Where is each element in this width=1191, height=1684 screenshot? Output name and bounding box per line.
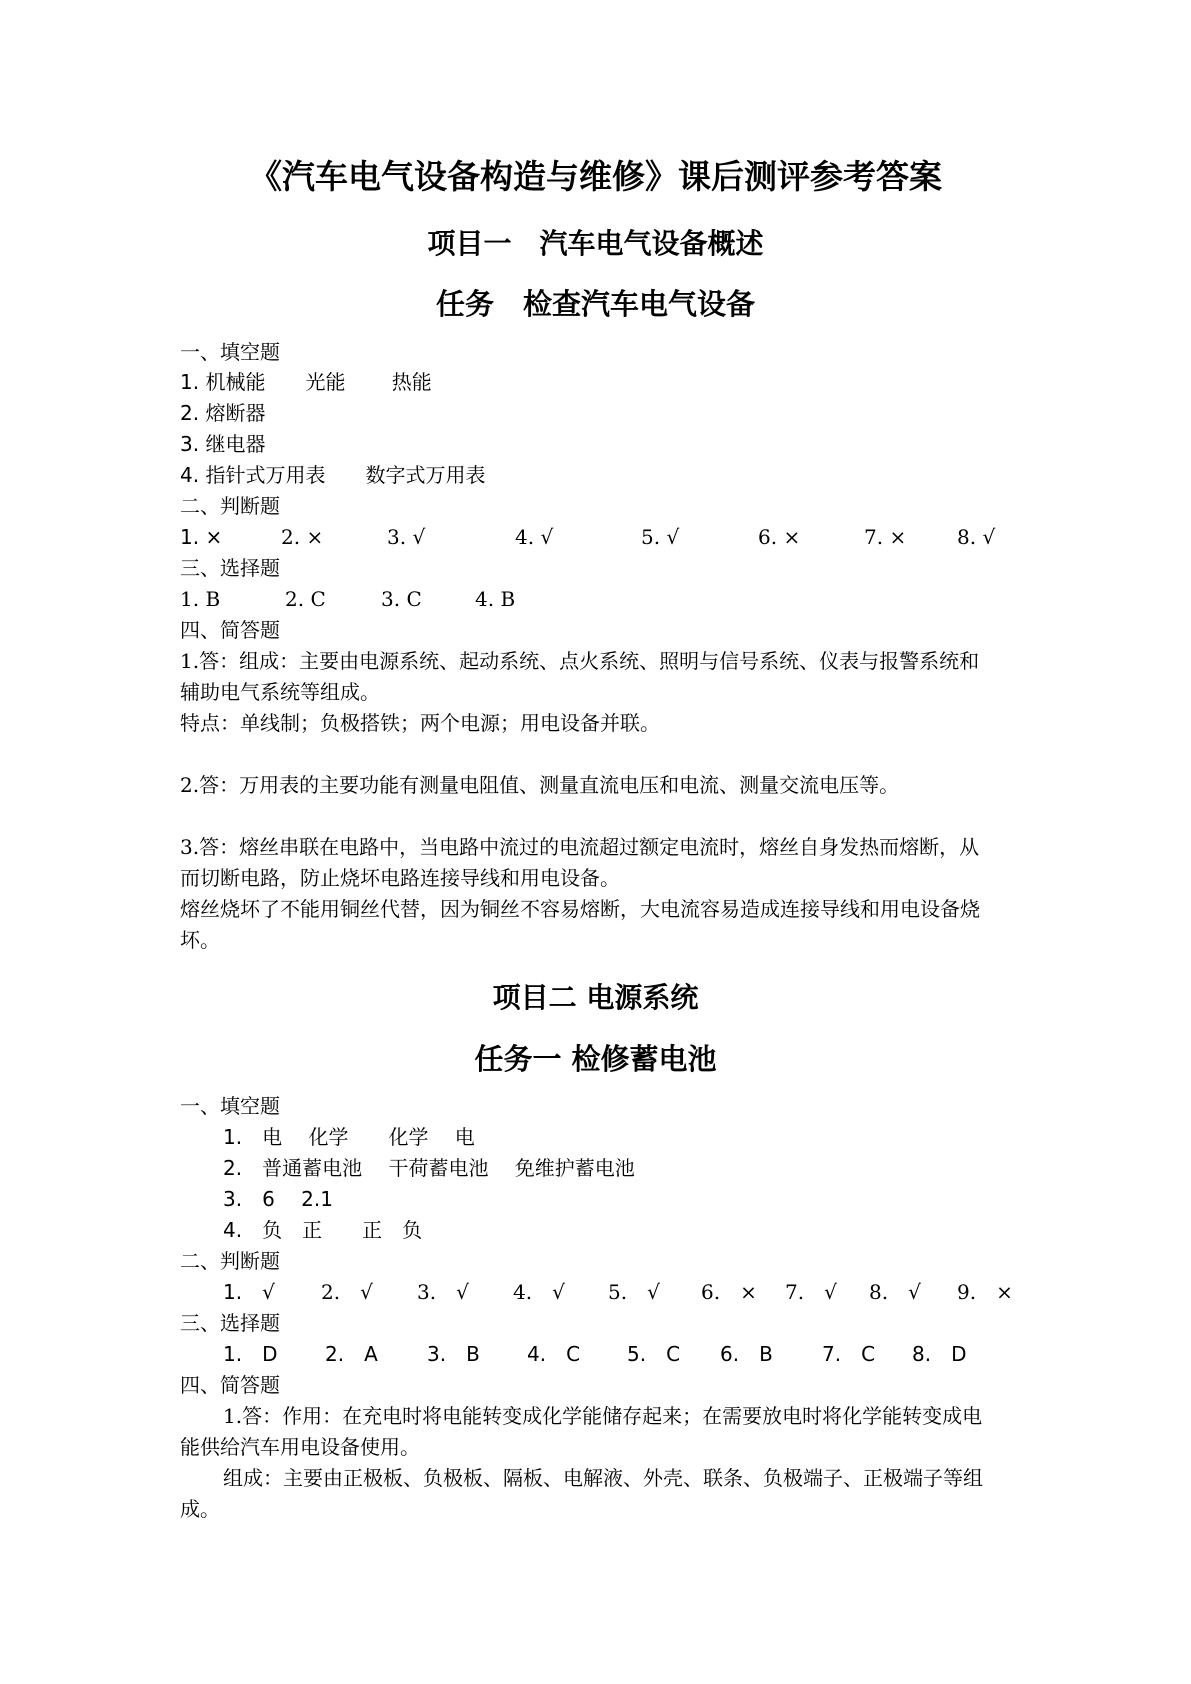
p1-short-answer-line: 3.答：熔丝串联在电路中，当电路中流过的电流超过额定电流时，熔丝自身发热而熔断，从 bbox=[180, 835, 980, 859]
judge-answer: 6. × bbox=[758, 525, 801, 549]
choice-answer: 4. C bbox=[527, 1342, 581, 1366]
choice-answer: 2. C bbox=[285, 587, 326, 611]
choice-answer: 8. D bbox=[912, 1342, 967, 1366]
p1-short-answer-line: 2.答：万用表的主要功能有测量电阻值、测量直流电压和电流、测量交流电压等。 bbox=[180, 773, 900, 797]
judge-answer: 7. × bbox=[864, 525, 907, 549]
judge-answer: 1. √ bbox=[223, 1280, 275, 1304]
p1-fill-item: 3. 继电器 bbox=[180, 432, 266, 456]
judge-answer: 6. × bbox=[701, 1280, 757, 1304]
judge-answer: 3. √ bbox=[417, 1280, 469, 1304]
project2-task-heading: 任务一 检修蓄电池 bbox=[474, 1042, 717, 1076]
p1-short-answer-line: 熔丝烧坏了不能用铜丝代替，因为铜丝不容易熔断，大电流容易造成连接导线和用电设备烧 bbox=[180, 897, 980, 921]
project1-task-heading: 任务 检查汽车电气设备 bbox=[435, 287, 755, 321]
p2-choice-heading: 三、选择题 bbox=[180, 1311, 280, 1335]
p1-judge-row bbox=[0, 522, 1191, 552]
p2-short-answer-line: 组成：主要由正极板、负极板、隔板、电解液、外壳、联条、负极端子、正极端子等组 bbox=[223, 1466, 983, 1490]
choice-answer: 4. B bbox=[475, 587, 516, 611]
p1-fill-item: 4. 指针式万用表 数字式万用表 bbox=[180, 463, 486, 487]
p2-fill-item: 2. 普通蓄电池 干荷蓄电池 免维护蓄电池 bbox=[223, 1156, 635, 1180]
p1-choice-row bbox=[0, 584, 1191, 614]
judge-answer: 8. √ bbox=[869, 1280, 921, 1304]
p2-short-answer-line: 成。 bbox=[180, 1497, 220, 1521]
p2-short-heading: 四、简答题 bbox=[180, 1373, 280, 1397]
p2-short-answer-line: 1.答：作用：在充电时将电能转变成化学能储存起来；在需要放电时将化学能转变成电 bbox=[223, 1404, 983, 1428]
p2-judge-row bbox=[0, 1277, 1191, 1307]
p1-short-answer-line: 1.答：组成：主要由电源系统、起动系统、点火系统、照明与信号系统、仪表与报警系统和 bbox=[180, 649, 980, 673]
p1-judge-heading: 二、判断题 bbox=[180, 494, 280, 518]
choice-answer: 3. B bbox=[427, 1342, 480, 1366]
p2-judge-heading: 二、判断题 bbox=[180, 1249, 280, 1273]
p2-fill-item: 1. 电 化学 化学 电 bbox=[223, 1125, 475, 1149]
choice-answer: 1. B bbox=[180, 587, 221, 611]
choice-answer: 7. C bbox=[822, 1342, 876, 1366]
p1-short-answer-line: 而切断电路，防止烧坏电路连接导线和用电设备。 bbox=[180, 866, 620, 890]
p1-choice-heading: 三、选择题 bbox=[180, 556, 280, 580]
p1-fill-item: 1. 机械能 光能 热能 bbox=[180, 370, 432, 394]
p1-fill-heading: 一、填空题 bbox=[180, 340, 280, 364]
p1-short-answer-line: 坏。 bbox=[180, 928, 220, 952]
choice-answer: 6. B bbox=[720, 1342, 773, 1366]
p2-fill-heading: 一、填空题 bbox=[180, 1094, 280, 1118]
p2-fill-item: 4. 负 正 正 负 bbox=[223, 1218, 423, 1242]
project2-heading: 项目二 电源系统 bbox=[492, 981, 699, 1014]
p1-short-heading: 四、简答题 bbox=[180, 618, 280, 642]
judge-answer: 8. √ bbox=[957, 525, 996, 549]
judge-answer: 5. √ bbox=[608, 1280, 660, 1304]
project1-heading: 项目一 汽车电气设备概述 bbox=[427, 227, 764, 260]
choice-answer: 1. D bbox=[223, 1342, 278, 1366]
judge-answer: 5. √ bbox=[641, 525, 680, 549]
p1-fill-item: 2. 熔断器 bbox=[180, 401, 266, 425]
judge-answer: 4. √ bbox=[515, 525, 554, 549]
choice-answer: 3. C bbox=[381, 587, 422, 611]
p2-short-answer-line: 能供给汽车用电设备使用。 bbox=[180, 1435, 420, 1459]
p2-fill-item: 3. 6 2.1 bbox=[223, 1187, 333, 1211]
p1-short-answer-line: 特点：单线制；负极搭铁；两个电源；用电设备并联。 bbox=[180, 711, 660, 735]
judge-answer: 9. × bbox=[957, 1280, 1013, 1304]
judge-answer: 1. × bbox=[180, 525, 223, 549]
judge-answer: 2. √ bbox=[321, 1280, 373, 1304]
judge-answer: 4. √ bbox=[513, 1280, 565, 1304]
p2-choice-row bbox=[0, 1339, 1191, 1369]
p1-short-answer-line: 辅助电气系统等组成。 bbox=[180, 680, 380, 704]
choice-answer: 2. A bbox=[325, 1342, 378, 1366]
document-title: 《汽车电气设备构造与维修》课后测评参考答案 bbox=[249, 157, 942, 196]
choice-answer: 5. C bbox=[627, 1342, 681, 1366]
judge-answer: 7. √ bbox=[785, 1280, 837, 1304]
judge-answer: 3. √ bbox=[387, 525, 426, 549]
judge-answer: 2. × bbox=[281, 525, 324, 549]
